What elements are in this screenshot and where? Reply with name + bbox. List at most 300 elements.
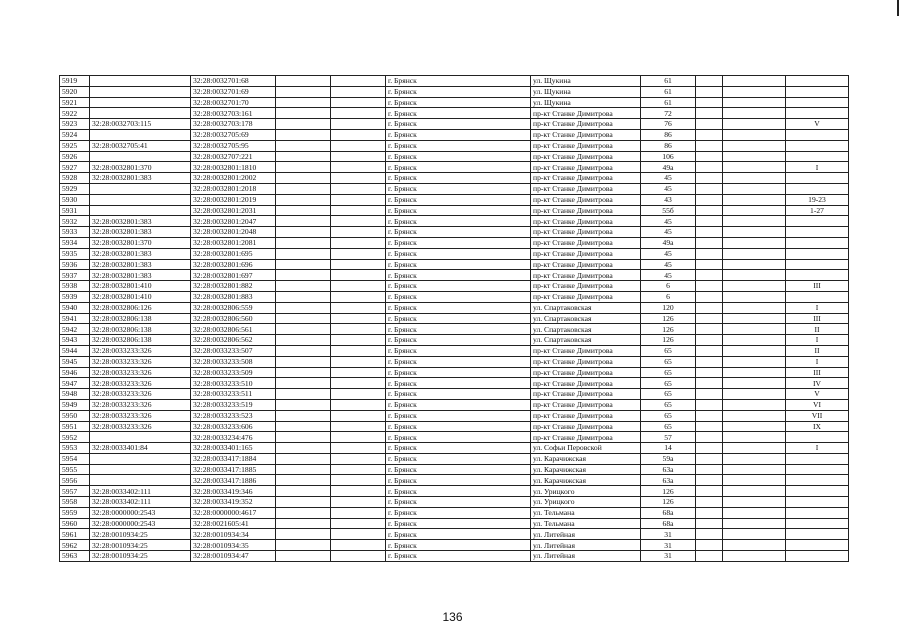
- cadastral-number-cell: 32:28:0032701:68: [191, 76, 276, 87]
- empty-cell: [276, 281, 331, 292]
- house-number-cell: 49а: [641, 162, 696, 173]
- table-row: [60, 162, 849, 173]
- premises-number-cell: [786, 453, 849, 464]
- empty-cell: [696, 410, 723, 421]
- empty-cell: [276, 162, 331, 173]
- empty-cell: [696, 356, 723, 367]
- empty-cell: [696, 335, 723, 346]
- cadastral-number-cell: 32:28:0033233:606: [191, 421, 276, 432]
- table-row: [60, 475, 849, 486]
- empty-cell: [331, 302, 386, 313]
- street-cell: ул. Спартаковская: [531, 324, 641, 335]
- city-cell: г. Брянск: [386, 529, 531, 540]
- empty-cell: [696, 216, 723, 227]
- empty-cell: [331, 237, 386, 248]
- row-number-cell: 5941: [60, 313, 90, 324]
- premises-number-cell: II: [786, 324, 849, 335]
- empty-cell: [723, 97, 786, 108]
- empty-cell: [696, 486, 723, 497]
- previous-cadastral-number-cell: 32:28:0032801:383: [90, 216, 191, 227]
- row-number-cell: 5944: [60, 345, 90, 356]
- row-number-cell: 5930: [60, 194, 90, 205]
- city-cell: г. Брянск: [386, 205, 531, 216]
- city-cell: г. Брянск: [386, 399, 531, 410]
- street-cell: пр-кт Станке Димитрова: [531, 119, 641, 130]
- empty-cell: [696, 378, 723, 389]
- empty-cell: [276, 259, 331, 270]
- empty-cell: [276, 421, 331, 432]
- empty-cell: [331, 453, 386, 464]
- cadastral-number-cell: 32:28:0032801:695: [191, 248, 276, 259]
- row-number-cell: 5963: [60, 551, 90, 562]
- house-number-cell: 61: [641, 97, 696, 108]
- row-number-cell: 5962: [60, 540, 90, 551]
- premises-number-cell: [786, 140, 849, 151]
- table-row: [60, 453, 849, 464]
- empty-cell: [276, 129, 331, 140]
- empty-cell: [331, 216, 386, 227]
- premises-number-cell: [786, 216, 849, 227]
- cadastral-number-cell: 32:28:0032801:2048: [191, 227, 276, 238]
- empty-cell: [723, 356, 786, 367]
- empty-cell: [276, 443, 331, 454]
- row-number-cell: 5925: [60, 140, 90, 151]
- empty-cell: [331, 356, 386, 367]
- city-cell: г. Брянск: [386, 259, 531, 270]
- cadastral-number-cell: 32:28:0032806:561: [191, 324, 276, 335]
- empty-cell: [723, 486, 786, 497]
- previous-cadastral-number-cell: [90, 86, 191, 97]
- previous-cadastral-number-cell: 32:28:0032806:138: [90, 335, 191, 346]
- empty-cell: [723, 507, 786, 518]
- house-number-cell: 61: [641, 76, 696, 87]
- table-row: [60, 97, 849, 108]
- empty-cell: [331, 399, 386, 410]
- city-cell: г. Брянск: [386, 183, 531, 194]
- previous-cadastral-number-cell: [90, 76, 191, 87]
- previous-cadastral-number-cell: 32:28:0032801:370: [90, 162, 191, 173]
- street-cell: пр-кт Станке Димитрова: [531, 399, 641, 410]
- empty-cell: [331, 108, 386, 119]
- premises-number-cell: [786, 108, 849, 119]
- empty-cell: [723, 151, 786, 162]
- empty-cell: [331, 183, 386, 194]
- street-cell: пр-кт Станке Димитрова: [531, 345, 641, 356]
- empty-cell: [276, 529, 331, 540]
- previous-cadastral-number-cell: [90, 129, 191, 140]
- empty-cell: [276, 432, 331, 443]
- house-number-cell: 65: [641, 399, 696, 410]
- empty-cell: [331, 291, 386, 302]
- empty-cell: [723, 194, 786, 205]
- city-cell: г. Брянск: [386, 497, 531, 508]
- empty-cell: [331, 551, 386, 562]
- house-number-cell: 65: [641, 367, 696, 378]
- page-number: 136: [442, 610, 463, 624]
- street-cell: пр-кт Станке Димитрова: [531, 205, 641, 216]
- previous-cadastral-number-cell: 32:28:0033233:326: [90, 389, 191, 400]
- empty-cell: [696, 302, 723, 313]
- row-number-cell: 5923: [60, 119, 90, 130]
- row-number-cell: 5958: [60, 497, 90, 508]
- premises-number-cell: [786, 129, 849, 140]
- row-number-cell: 5957: [60, 486, 90, 497]
- cadastral-number-cell: 32:28:0032801:2019: [191, 194, 276, 205]
- previous-cadastral-number-cell: 32:28:0010934:25: [90, 551, 191, 562]
- table-row: [60, 248, 849, 259]
- empty-cell: [696, 97, 723, 108]
- premises-number-cell: V: [786, 119, 849, 130]
- row-number-cell: 5926: [60, 151, 90, 162]
- empty-cell: [331, 507, 386, 518]
- empty-cell: [696, 237, 723, 248]
- empty-cell: [276, 76, 331, 87]
- cadastral-number-cell: 32:28:0000000:4617: [191, 507, 276, 518]
- street-cell: ул. Карачижская: [531, 464, 641, 475]
- premises-number-cell: IV: [786, 378, 849, 389]
- cadastral-number-cell: 32:28:0033417:1885: [191, 464, 276, 475]
- table-row: [60, 270, 849, 281]
- empty-cell: [331, 194, 386, 205]
- cadastral-number-cell: 32:28:0032801:2002: [191, 173, 276, 184]
- empty-cell: [276, 108, 331, 119]
- street-cell: пр-кт Станке Димитрова: [531, 356, 641, 367]
- previous-cadastral-number-cell: 32:28:0032806:138: [90, 313, 191, 324]
- house-number-cell: 45: [641, 248, 696, 259]
- city-cell: г. Брянск: [386, 421, 531, 432]
- city-cell: г. Брянск: [386, 335, 531, 346]
- row-number-cell: 5948: [60, 389, 90, 400]
- city-cell: г. Брянск: [386, 129, 531, 140]
- empty-cell: [723, 76, 786, 87]
- empty-cell: [696, 443, 723, 454]
- empty-cell: [723, 335, 786, 346]
- house-number-cell: 59а: [641, 453, 696, 464]
- table-row: [60, 507, 849, 518]
- empty-cell: [696, 108, 723, 119]
- city-cell: г. Брянск: [386, 518, 531, 529]
- table-row: [60, 291, 849, 302]
- premises-number-cell: [786, 86, 849, 97]
- cadastral-number-cell: 32:28:0033234:476: [191, 432, 276, 443]
- city-cell: г. Брянск: [386, 76, 531, 87]
- city-cell: г. Брянск: [386, 540, 531, 551]
- empty-cell: [276, 205, 331, 216]
- row-number-cell: 5960: [60, 518, 90, 529]
- previous-cadastral-number-cell: [90, 464, 191, 475]
- previous-cadastral-number-cell: [90, 432, 191, 443]
- cadastral-number-cell: 32:28:0033233:507: [191, 345, 276, 356]
- empty-cell: [696, 518, 723, 529]
- empty-cell: [723, 281, 786, 292]
- row-number-cell: 5961: [60, 529, 90, 540]
- city-cell: г. Брянск: [386, 140, 531, 151]
- street-cell: пр-кт Станке Димитрова: [531, 162, 641, 173]
- row-number-cell: 5956: [60, 475, 90, 486]
- empty-cell: [331, 432, 386, 443]
- street-cell: ул. Спартаковская: [531, 313, 641, 324]
- empty-cell: [723, 475, 786, 486]
- previous-cadastral-number-cell: 32:28:0033233:326: [90, 410, 191, 421]
- table-row: [60, 399, 849, 410]
- empty-cell: [723, 162, 786, 173]
- cadastral-number-cell: 32:28:0032801:883: [191, 291, 276, 302]
- previous-cadastral-number-cell: 32:28:0032806:126: [90, 302, 191, 313]
- street-cell: пр-кт Станке Димитрова: [531, 140, 641, 151]
- empty-cell: [276, 302, 331, 313]
- street-cell: пр-кт Станке Димитрова: [531, 248, 641, 259]
- empty-cell: [723, 421, 786, 432]
- city-cell: г. Брянск: [386, 281, 531, 292]
- previous-cadastral-number-cell: 32:28:0010934:25: [90, 540, 191, 551]
- previous-cadastral-number-cell: 32:28:0033233:326: [90, 345, 191, 356]
- premises-number-cell: [786, 173, 849, 184]
- premises-number-cell: VI: [786, 399, 849, 410]
- street-cell: ул. Карачижская: [531, 453, 641, 464]
- empty-cell: [276, 486, 331, 497]
- row-number-cell: 5932: [60, 216, 90, 227]
- table-row: [60, 205, 849, 216]
- previous-cadastral-number-cell: 32:28:0033233:326: [90, 378, 191, 389]
- row-number-cell: 5959: [60, 507, 90, 518]
- city-cell: г. Брянск: [386, 486, 531, 497]
- street-cell: ул. Щукина: [531, 97, 641, 108]
- street-cell: ул. Щукина: [531, 76, 641, 87]
- empty-cell: [723, 227, 786, 238]
- cadastral-number-cell: 32:28:0033233:519: [191, 399, 276, 410]
- cadastral-number-cell: 32:28:0032705:69: [191, 129, 276, 140]
- empty-cell: [696, 248, 723, 259]
- empty-cell: [276, 291, 331, 302]
- empty-cell: [331, 259, 386, 270]
- empty-cell: [696, 421, 723, 432]
- row-number-cell: 5952: [60, 432, 90, 443]
- empty-cell: [723, 453, 786, 464]
- house-number-cell: 126: [641, 486, 696, 497]
- cadastral-number-cell: 32:28:0032801:1810: [191, 162, 276, 173]
- house-number-cell: 106: [641, 151, 696, 162]
- table-row: [60, 119, 849, 130]
- row-number-cell: 5939: [60, 291, 90, 302]
- empty-cell: [723, 540, 786, 551]
- previous-cadastral-number-cell: 32:28:0033402:111: [90, 497, 191, 508]
- cadastral-number-cell: 32:28:0033417:1886: [191, 475, 276, 486]
- page-edge-mark: [897, 0, 899, 16]
- empty-cell: [331, 540, 386, 551]
- empty-cell: [276, 378, 331, 389]
- empty-cell: [276, 356, 331, 367]
- previous-cadastral-number-cell: 32:28:0033402:111: [90, 486, 191, 497]
- empty-cell: [276, 507, 331, 518]
- city-cell: г. Брянск: [386, 86, 531, 97]
- empty-cell: [696, 151, 723, 162]
- empty-cell: [723, 237, 786, 248]
- street-cell: пр-кт Станке Димитрова: [531, 421, 641, 432]
- empty-cell: [276, 345, 331, 356]
- row-number-cell: 5938: [60, 281, 90, 292]
- empty-cell: [696, 173, 723, 184]
- street-cell: пр-кт Станке Димитрова: [531, 367, 641, 378]
- cadastral-number-cell: 32:28:0033233:510: [191, 378, 276, 389]
- empty-cell: [276, 227, 331, 238]
- cadastral-number-cell: 32:28:0032806:562: [191, 335, 276, 346]
- house-number-cell: 86: [641, 140, 696, 151]
- house-number-cell: 68а: [641, 518, 696, 529]
- empty-cell: [276, 313, 331, 324]
- house-number-cell: 65: [641, 345, 696, 356]
- empty-cell: [331, 345, 386, 356]
- previous-cadastral-number-cell: 32:28:0000000:2543: [90, 507, 191, 518]
- city-cell: г. Брянск: [386, 464, 531, 475]
- empty-cell: [723, 410, 786, 421]
- table-row: [60, 216, 849, 227]
- empty-cell: [723, 432, 786, 443]
- empty-cell: [723, 345, 786, 356]
- empty-cell: [723, 119, 786, 130]
- table-row: [60, 335, 849, 346]
- city-cell: г. Брянск: [386, 108, 531, 119]
- house-number-cell: 14: [641, 443, 696, 454]
- empty-cell: [696, 551, 723, 562]
- house-number-cell: 126: [641, 497, 696, 508]
- house-number-cell: 45: [641, 183, 696, 194]
- cadastral-number-cell: 32:28:0032801:2081: [191, 237, 276, 248]
- empty-cell: [276, 389, 331, 400]
- city-cell: г. Брянск: [386, 443, 531, 454]
- empty-cell: [696, 227, 723, 238]
- empty-cell: [331, 86, 386, 97]
- row-number-cell: 5954: [60, 453, 90, 464]
- street-cell: пр-кт Станке Димитрова: [531, 183, 641, 194]
- premises-number-cell: [786, 151, 849, 162]
- city-cell: г. Брянск: [386, 270, 531, 281]
- empty-cell: [723, 367, 786, 378]
- city-cell: г. Брянск: [386, 173, 531, 184]
- cadastral-number-cell: 32:28:0032705:95: [191, 140, 276, 151]
- premises-number-cell: V: [786, 389, 849, 400]
- table-row: [60, 183, 849, 194]
- cadastral-number-cell: 32:28:0032701:69: [191, 86, 276, 97]
- street-cell: ул. Литейная: [531, 529, 641, 540]
- city-cell: г. Брянск: [386, 194, 531, 205]
- previous-cadastral-number-cell: 32:28:0000000:2543: [90, 518, 191, 529]
- city-cell: г. Брянск: [386, 248, 531, 259]
- row-number-cell: 5953: [60, 443, 90, 454]
- cadastral-number-cell: 32:28:0032801:697: [191, 270, 276, 281]
- empty-cell: [276, 453, 331, 464]
- empty-cell: [696, 129, 723, 140]
- empty-cell: [723, 443, 786, 454]
- empty-cell: [696, 291, 723, 302]
- city-cell: г. Брянск: [386, 119, 531, 130]
- row-number-cell: 5947: [60, 378, 90, 389]
- empty-cell: [696, 259, 723, 270]
- city-cell: г. Брянск: [386, 97, 531, 108]
- table-row: [60, 518, 849, 529]
- house-number-cell: 65: [641, 389, 696, 400]
- cadastral-number-cell: 32:28:0033233:523: [191, 410, 276, 421]
- row-number-cell: 5929: [60, 183, 90, 194]
- house-number-cell: 72: [641, 108, 696, 119]
- table-row: [60, 76, 849, 87]
- row-number-cell: 5950: [60, 410, 90, 421]
- previous-cadastral-number-cell: [90, 151, 191, 162]
- empty-cell: [331, 410, 386, 421]
- house-number-cell: 43: [641, 194, 696, 205]
- empty-cell: [276, 540, 331, 551]
- city-cell: г. Брянск: [386, 227, 531, 238]
- city-cell: г. Брянск: [386, 410, 531, 421]
- cadastral-number-cell: 32:28:0032701:70: [191, 97, 276, 108]
- empty-cell: [331, 129, 386, 140]
- premises-number-cell: [786, 183, 849, 194]
- cadastral-number-cell: 32:28:0033233:508: [191, 356, 276, 367]
- empty-cell: [276, 216, 331, 227]
- cadastral-number-cell: 32:28:0032801:2047: [191, 216, 276, 227]
- empty-cell: [331, 464, 386, 475]
- empty-cell: [331, 281, 386, 292]
- house-number-cell: 45: [641, 173, 696, 184]
- empty-cell: [331, 151, 386, 162]
- empty-cell: [696, 86, 723, 97]
- premises-number-cell: I: [786, 162, 849, 173]
- premises-number-cell: [786, 529, 849, 540]
- empty-cell: [723, 497, 786, 508]
- empty-cell: [723, 270, 786, 281]
- previous-cadastral-number-cell: 32:28:0033233:326: [90, 367, 191, 378]
- city-cell: г. Брянск: [386, 162, 531, 173]
- empty-cell: [331, 389, 386, 400]
- empty-cell: [696, 399, 723, 410]
- empty-cell: [276, 335, 331, 346]
- city-cell: г. Брянск: [386, 453, 531, 464]
- premises-number-cell: [786, 475, 849, 486]
- street-cell: пр-кт Станке Димитрова: [531, 259, 641, 270]
- empty-cell: [276, 518, 331, 529]
- empty-cell: [331, 475, 386, 486]
- table-row: [60, 421, 849, 432]
- empty-cell: [723, 205, 786, 216]
- premises-number-cell: [786, 518, 849, 529]
- house-number-cell: 31: [641, 529, 696, 540]
- cadastral-number-cell: 32:28:0033401:165: [191, 443, 276, 454]
- house-number-cell: 45: [641, 259, 696, 270]
- table-row: [60, 140, 849, 151]
- empty-cell: [723, 129, 786, 140]
- empty-cell: [276, 140, 331, 151]
- empty-cell: [696, 367, 723, 378]
- row-number-cell: 5927: [60, 162, 90, 173]
- empty-cell: [696, 119, 723, 130]
- empty-cell: [696, 162, 723, 173]
- empty-cell: [331, 335, 386, 346]
- city-cell: г. Брянск: [386, 507, 531, 518]
- table-row: [60, 281, 849, 292]
- house-number-cell: 120: [641, 302, 696, 313]
- row-number-cell: 5920: [60, 86, 90, 97]
- house-number-cell: 49а: [641, 237, 696, 248]
- row-number-cell: 5951: [60, 421, 90, 432]
- empty-cell: [723, 140, 786, 151]
- premises-number-cell: [786, 270, 849, 281]
- house-number-cell: 63а: [641, 475, 696, 486]
- cadastral-number-cell: 32:28:0032703:161: [191, 108, 276, 119]
- empty-cell: [723, 378, 786, 389]
- empty-cell: [276, 551, 331, 562]
- house-number-cell: 45: [641, 270, 696, 281]
- street-cell: пр-кт Станке Димитрова: [531, 108, 641, 119]
- row-number-cell: 5937: [60, 270, 90, 281]
